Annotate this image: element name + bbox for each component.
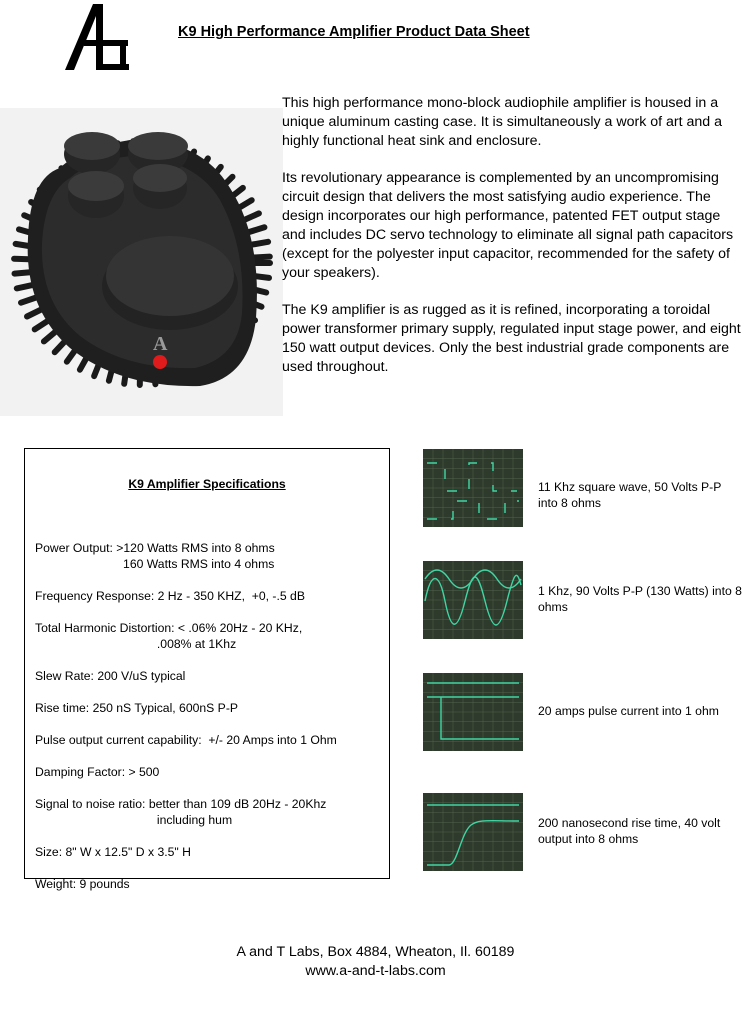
pulse-current-scope-icon <box>423 673 523 751</box>
scope-caption: 200 nanosecond rise time, 40 volt output into 8 ohms <box>538 816 721 846</box>
spec-frequency-response: Frequency Response: 2 Hz - 350 KHZ, +0, -.5 dB <box>35 589 305 603</box>
footer-website-link[interactable]: www.a-and-t-labs.com <box>305 963 446 979</box>
scope-caption: 1 Khz, 90 Volts P-P (130 Watts) into 8 ohms <box>538 584 742 614</box>
spec-damping-factor: Damping Factor: > 500 <box>35 765 160 779</box>
intro-paragraph: The K9 amplifier is as rugged as it is refined, incorporating a toroidal power transformer primary supply, regulated input stage power, and eight 150 watt output devices. Only the best industrial grade components are used throughout. <box>282 302 741 375</box>
specifications-box <box>24 448 390 891</box>
spec-rise-time: Rise time: 250 nS Typical, 600nS P-P <box>35 701 239 715</box>
spec-weight: Weight: 9 pounds <box>35 877 130 891</box>
spec-power-output: Power Output: >120 Watts RMS into 8 ohms 160 Watts RMS into 4 ohms <box>35 541 275 571</box>
spec-slew-rate: Slew Rate: 200 V/uS typical <box>35 669 186 683</box>
intro-paragraph: Its revolutionary appearance is complemented by an uncompromising circuit design that delivers the most satisfying audio experience. The design incorporates our high performance, patented FET output stage and includes DC servo technology to eliminate all signal path capacitors (except for the polyester input capacitor, recommended for the safety of your speakers). <box>282 170 734 281</box>
page-title: K9 High Performance Amplifier Product Data Sheet <box>178 24 530 40</box>
square-wave-scope-icon <box>423 449 523 527</box>
a-t-labs-logo-icon <box>60 2 132 72</box>
power-led-icon <box>153 355 167 369</box>
specifications-title: K9 Amplifier Specifications <box>128 477 286 491</box>
spec-thd: Total Harmonic Distortion: < .06% 20Hz - 20 KHz, .008% at 1Khz <box>35 621 303 651</box>
spec-snr: Signal to noise ratio: better than 109 dB 20Hz - 20Khz including hum <box>35 797 327 827</box>
sine-wave-scope-icon <box>423 561 523 639</box>
rise-time-scope-icon <box>423 793 523 871</box>
scope-caption: 20 amps pulse current into 1 ohm <box>538 704 719 718</box>
intro-text <box>282 94 742 395</box>
spec-size: Size: 8" W x 12.5" D x 3.5" H <box>35 845 191 859</box>
footer-address: A and T Labs, Box 4884, Wheaton, Il. 60189 <box>236 944 515 960</box>
amplifier-photo-icon <box>0 108 283 416</box>
scope-caption: 11 Khz square wave, 50 Volts P-P into 8 ohms <box>538 480 722 510</box>
spec-pulse-current: Pulse output current capability: +/- 20 Amps into 1 Ohm <box>35 733 337 747</box>
product-badge-letter: A <box>153 333 168 355</box>
intro-paragraph: This high performance mono-block audiophile amplifier is housed in a unique aluminum casting case. It is simultaneously a work of art and a highly functional heat sink and enclosure. <box>282 95 723 149</box>
